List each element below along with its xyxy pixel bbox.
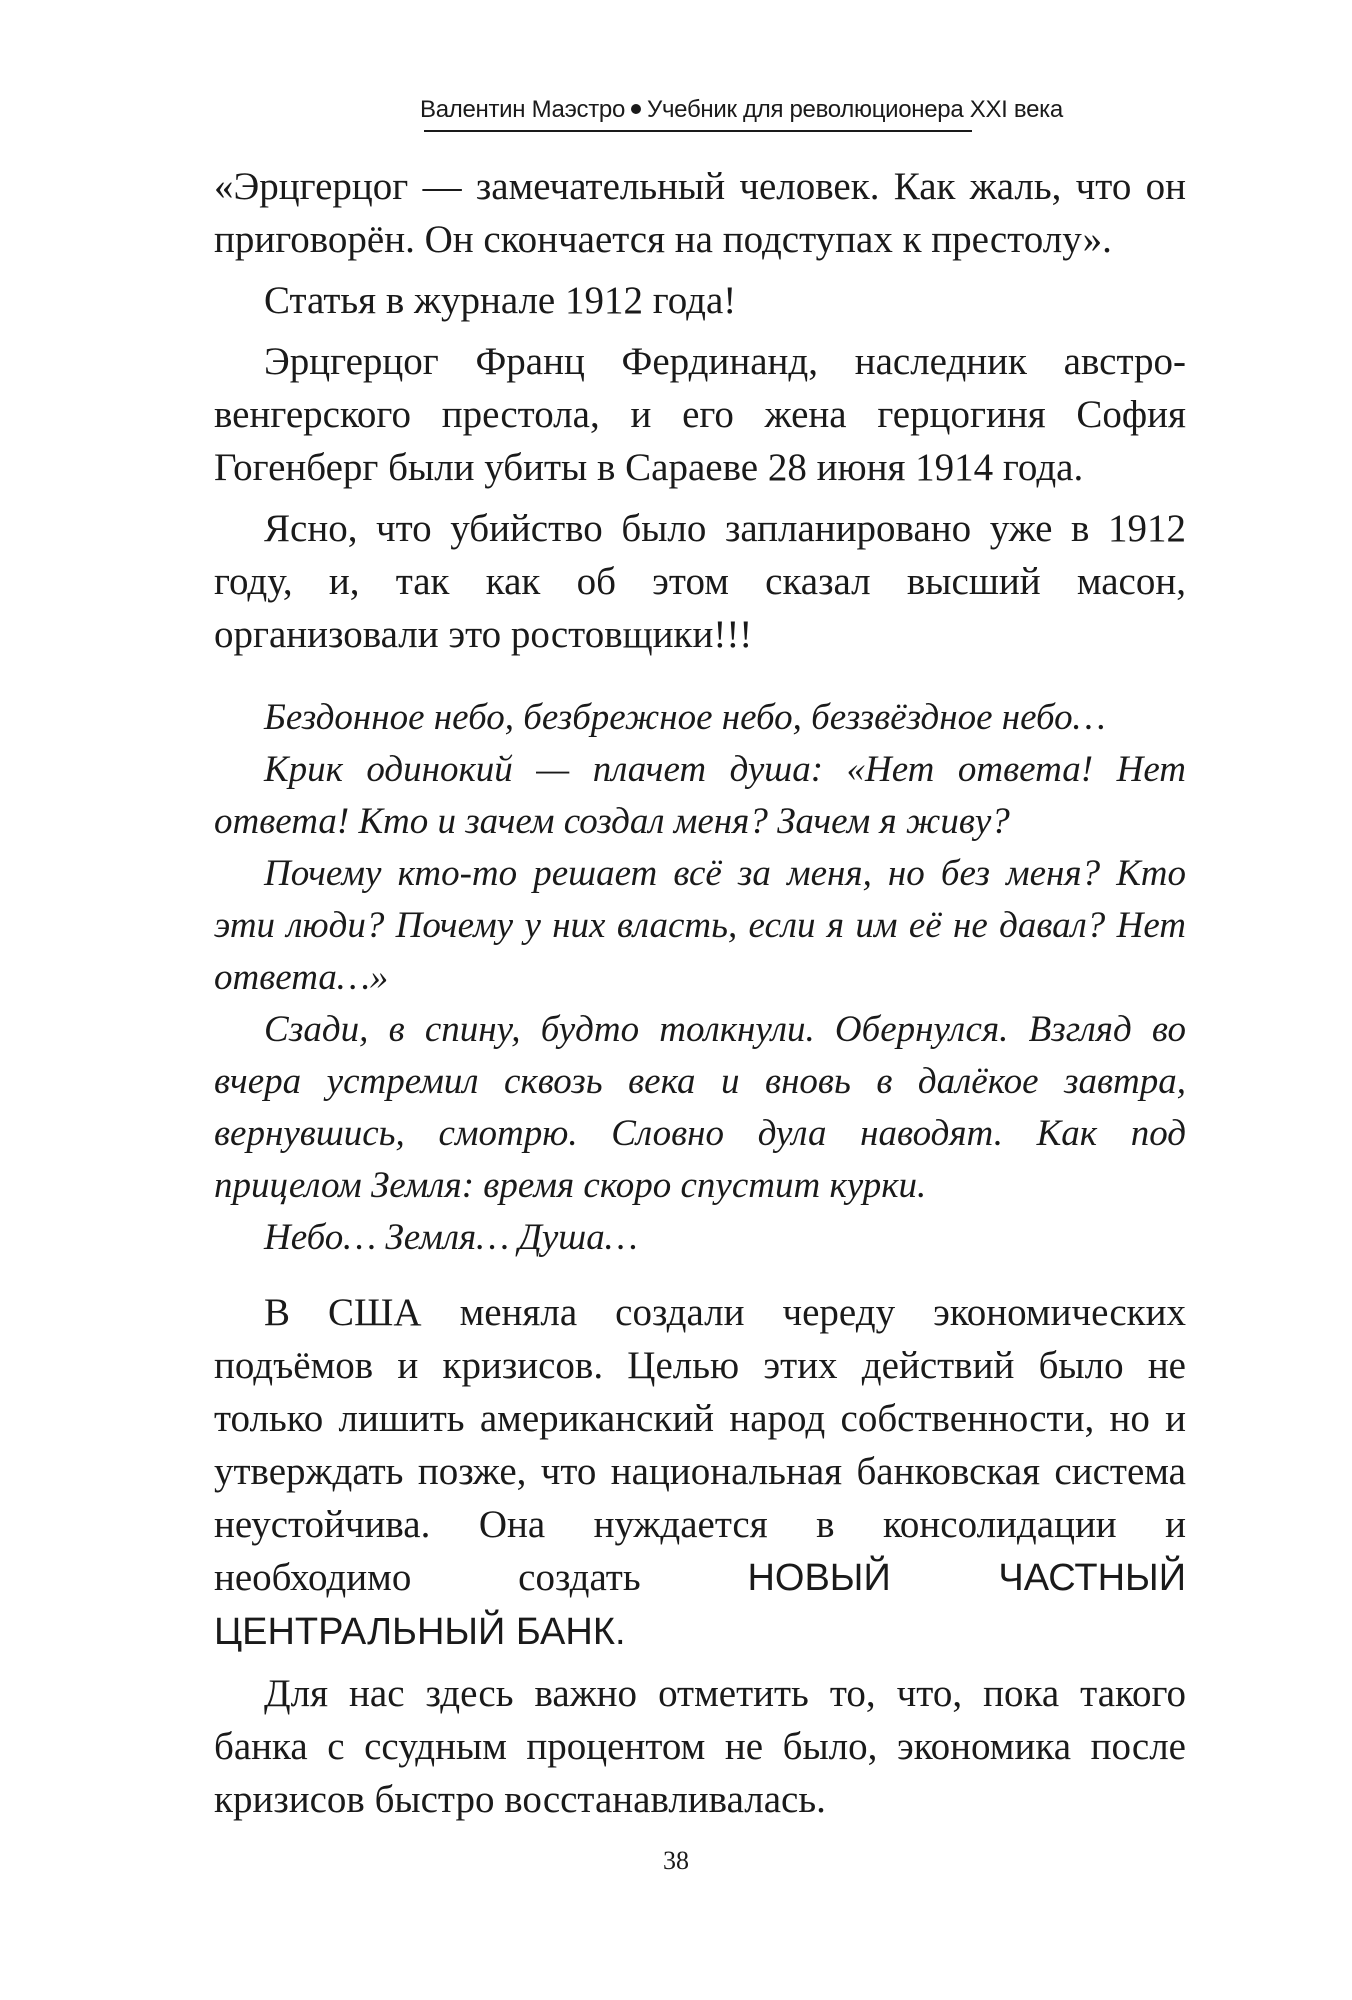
- running-header: [420, 96, 1063, 124]
- header-book-title: Учебник для революционера XXI века: [647, 96, 1063, 123]
- economy-paragraph-text: В США меняла создали череду экономических подъёмов и кризисов. Целью этих действий было не только лишить американский народ собственности, но и утверждать позже, что национальная банковская система неустойчива. Она нуждается в консолидации и необходимо создать: [214, 1291, 1186, 1599]
- quote-paragraph: «Эрцгерцог — замечательный человек. Как жаль, что он приговорён. Он скончается на подступах к престолу».: [214, 165, 1186, 261]
- poem-block: [214, 692, 1186, 1264]
- archduke-paragraph: Эрцгерцог Франц Фердинанд, наследник австро-венгерского престола, и его жена герцогиня София Гогенберг были убиты в Сараеве 28 июня 1914 года.: [214, 340, 1186, 489]
- poem-line: Бездонное небо, безбрежное небо, беззвёздное небо…: [264, 697, 1106, 738]
- main-text-block: [214, 160, 1186, 661]
- economy-block: [214, 1286, 1186, 1826]
- poem-line: Небо… Земля… Душа…: [264, 1217, 638, 1258]
- central-bank-caps: НОВЫЙ ЧАСТНЫЙ ЦЕНТРАЛЬНЫЙ БАНК.: [214, 1557, 1187, 1653]
- bullet-icon: [631, 104, 641, 114]
- page-number: 38: [663, 1846, 689, 1875]
- article-note: Статья в журнале 1912 года!: [264, 279, 737, 322]
- poem-line: Почему кто-то решает всё за меня, но без меня? Кто эти люди? Почему у них власть, если я им её не давал? Нет ответа…»: [214, 853, 1186, 998]
- poem-line: Сзади, в спину, будто толкнули. Обернулся. Взгляд во вчера устремил сквозь века и вновь в далёкое завтра, вернувшись, смотрю. Словно дула наводят. Как под прицелом Земля: время скоро спустит курки.: [214, 1009, 1186, 1206]
- economy-paragraph-2: Для нас здесь важно отметить то, что, пока такого банка с ссудным процентом не было, экономика после кризисов быстро восстанавливалась.: [214, 1672, 1186, 1821]
- economy-paragraph: [214, 1286, 1186, 1659]
- poem-line: Крик одинокий — плачет душа: «Нет ответа! Нет ответа! Кто и зачем создал меня? Зачем я живу?: [214, 749, 1186, 842]
- planned-paragraph: Ясно, что убийство было запланировано уже в 1912 году, и, так как об этом сказал высший масон, организовали это ростовщики!!!: [214, 507, 1186, 656]
- header-author: Валентин Маэстро: [420, 96, 626, 123]
- header-rule: [424, 130, 972, 132]
